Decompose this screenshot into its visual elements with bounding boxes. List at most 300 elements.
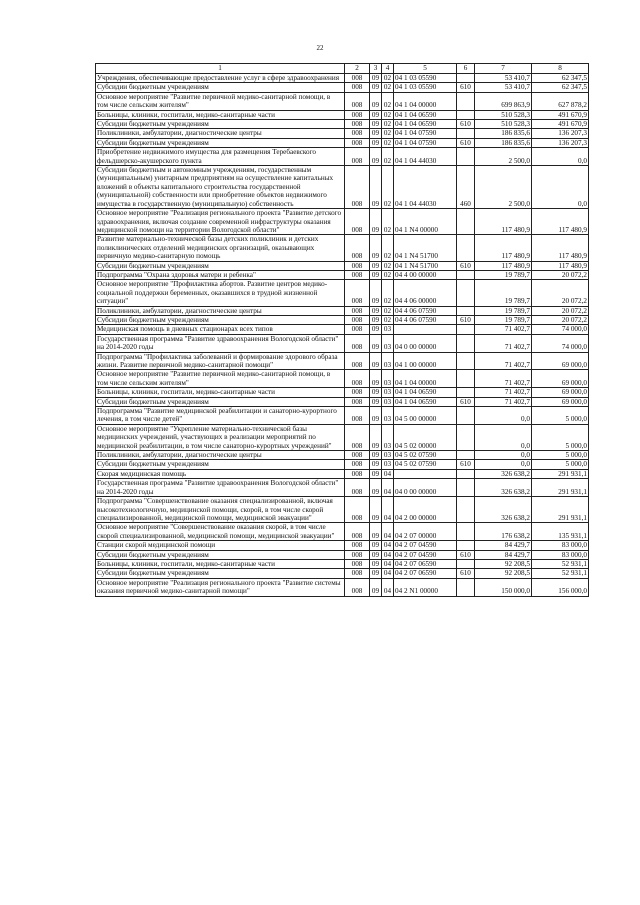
row-amount-2020: 20 072,2 xyxy=(532,280,589,306)
row-subsection: 02 xyxy=(382,129,394,138)
row-name: Поликлиники, амбулатории, диагностические центры xyxy=(96,306,345,315)
row-amount-2020: 74 000,0 xyxy=(532,334,589,352)
column-header-3: 3 xyxy=(370,64,382,74)
row-expense-type: 610 xyxy=(457,83,475,92)
row-amount-2019: 19 789,7 xyxy=(475,270,532,279)
row-target-article: 04 1 00 00000 xyxy=(394,352,457,370)
row-amount-2020: 491 670,9 xyxy=(532,110,589,119)
row-ministry-code: 008 xyxy=(345,129,370,138)
table-row xyxy=(96,110,589,119)
row-target-article: 04 1 04 44030 xyxy=(394,148,457,166)
row-subsection: 04 xyxy=(382,569,394,578)
row-amount-2020: 20 072,2 xyxy=(532,315,589,324)
row-section: 09 xyxy=(370,138,382,147)
table-row xyxy=(96,460,589,469)
row-target-article: 04 1 04 06590 xyxy=(394,110,457,119)
row-ministry-code: 008 xyxy=(345,397,370,406)
table-row xyxy=(96,83,589,92)
row-name: Поликлиники, амбулатории, диагностические центры xyxy=(96,129,345,138)
row-amount-2020: 627 878,2 xyxy=(532,92,589,110)
row-ministry-code: 008 xyxy=(345,451,370,460)
row-ministry-code: 008 xyxy=(345,559,370,568)
row-name: Поликлиники, амбулатории, диагностические центры xyxy=(96,451,345,460)
row-target-article: 04 1 04 06590 xyxy=(394,120,457,129)
table-row xyxy=(96,138,589,147)
row-section: 09 xyxy=(370,397,382,406)
row-target-article xyxy=(394,469,457,478)
row-amount-2019: 510 528,3 xyxy=(475,110,532,119)
column-header-1: 1 xyxy=(96,64,345,74)
row-section: 09 xyxy=(370,83,382,92)
row-amount-2019: 2 500,0 xyxy=(475,148,532,166)
row-subsection: 02 xyxy=(382,306,394,315)
row-ministry-code: 008 xyxy=(345,235,370,261)
row-subsection: 03 xyxy=(382,397,394,406)
row-subsection: 02 xyxy=(382,148,394,166)
row-amount-2020: 156 000,0 xyxy=(532,578,589,596)
row-expense-type xyxy=(457,334,475,352)
row-name: Основное мероприятие "Совершенствование оказания скорой, в том числе скорой специализированной, медицинской помощи, медицинской эвакуации" xyxy=(96,523,345,541)
row-expense-type xyxy=(457,578,475,596)
row-amount-2019: 0,0 xyxy=(475,460,532,469)
row-target-article: 04 2 N1 00000 xyxy=(394,578,457,596)
row-subsection: 04 xyxy=(382,541,394,550)
row-ministry-code: 008 xyxy=(345,280,370,306)
row-name: Подпрограмма "Профилактика заболеваний и формирование здорового образа жизни. Развитие первичной медико-санитарной помощи" xyxy=(96,352,345,370)
row-amount-2020: 5 000,0 xyxy=(532,424,589,450)
row-target-article: 04 1 04 07590 xyxy=(394,138,457,147)
row-amount-2019: 84 429,7 xyxy=(475,541,532,550)
row-subsection: 03 xyxy=(382,352,394,370)
row-amount-2019: 19 789,7 xyxy=(475,306,532,315)
row-ministry-code: 008 xyxy=(345,460,370,469)
row-target-article: 04 2 00 00000 xyxy=(394,497,457,523)
row-amount-2020: 491 670,9 xyxy=(532,120,589,129)
row-expense-type: 610 xyxy=(457,261,475,270)
row-amount-2020: 52 931,1 xyxy=(532,569,589,578)
row-section: 09 xyxy=(370,334,382,352)
row-name: Субсидии бюджетным учреждениям xyxy=(96,550,345,559)
row-amount-2019: 92 208,5 xyxy=(475,569,532,578)
table-row xyxy=(96,559,589,568)
table-row xyxy=(96,74,589,83)
row-name: Подпрограмма "Охрана здоровья матери и ребенка" xyxy=(96,270,345,279)
row-amount-2019: 186 835,6 xyxy=(475,129,532,138)
table-row xyxy=(96,424,589,450)
row-section: 09 xyxy=(370,569,382,578)
row-name: Медицинская помощь в дневных стационарах всех типов xyxy=(96,325,345,334)
row-expense-type xyxy=(457,148,475,166)
row-expense-type xyxy=(457,479,475,497)
row-ministry-code: 008 xyxy=(345,270,370,279)
row-amount-2019: 53 410,7 xyxy=(475,74,532,83)
row-expense-type: 610 xyxy=(457,138,475,147)
row-expense-type xyxy=(457,209,475,235)
row-target-article: 04 1 04 00000 xyxy=(394,370,457,388)
row-amount-2020: 117 480,9 xyxy=(532,261,589,270)
row-ministry-code: 008 xyxy=(345,388,370,397)
row-name: Государственная программа "Развитие здравоохранения Вологодской области" на 2014-2020 годы xyxy=(96,479,345,497)
row-target-article: 04 1 04 00000 xyxy=(394,92,457,110)
table-row xyxy=(96,92,589,110)
row-amount-2020: 20 072,2 xyxy=(532,306,589,315)
row-expense-type: 460 xyxy=(457,166,475,209)
row-section: 09 xyxy=(370,370,382,388)
row-section: 09 xyxy=(370,497,382,523)
row-ministry-code: 008 xyxy=(345,424,370,450)
row-expense-type xyxy=(457,92,475,110)
column-header-8: 8 xyxy=(532,64,589,74)
budget-table xyxy=(95,63,589,597)
row-subsection: 03 xyxy=(382,334,394,352)
row-section: 09 xyxy=(370,74,382,83)
table-row xyxy=(96,523,589,541)
row-amount-2020: 117 480,9 xyxy=(532,209,589,235)
row-expense-type xyxy=(457,370,475,388)
row-expense-type xyxy=(457,469,475,478)
row-subsection: 04 xyxy=(382,497,394,523)
row-expense-type xyxy=(457,306,475,315)
table-row xyxy=(96,479,589,497)
row-amount-2020: 74 000,0 xyxy=(532,325,589,334)
row-section: 09 xyxy=(370,578,382,596)
row-ministry-code: 008 xyxy=(345,92,370,110)
table-row xyxy=(96,407,589,425)
row-ministry-code: 008 xyxy=(345,479,370,497)
row-ministry-code: 008 xyxy=(345,138,370,147)
table-row xyxy=(96,469,589,478)
row-name: Учреждения, обеспечивающие предоставление услуг в сфере здравоохранения xyxy=(96,74,345,83)
row-section: 09 xyxy=(370,424,382,450)
row-name: Скорая медицинская помощь xyxy=(96,469,345,478)
row-subsection: 02 xyxy=(382,261,394,270)
row-subsection: 02 xyxy=(382,120,394,129)
row-name: Субсидии бюджетным учреждениям xyxy=(96,83,345,92)
row-amount-2019: 53 410,7 xyxy=(475,83,532,92)
row-expense-type xyxy=(457,388,475,397)
column-header-2: 2 xyxy=(345,64,370,74)
row-name: Больницы, клиники, госпитали, медико-санитарные части xyxy=(96,110,345,119)
row-expense-type: 610 xyxy=(457,460,475,469)
row-target-article: 04 1 04 06590 xyxy=(394,397,457,406)
row-amount-2019: 176 638,2 xyxy=(475,523,532,541)
row-amount-2019: 71 402,7 xyxy=(475,325,532,334)
table-row xyxy=(96,451,589,460)
row-ministry-code: 008 xyxy=(345,306,370,315)
column-header-5: 5 xyxy=(394,64,457,74)
row-subsection: 02 xyxy=(382,315,394,324)
row-amount-2019: 117 480,9 xyxy=(475,209,532,235)
row-amount-2020: 62 347,5 xyxy=(532,83,589,92)
row-target-article: 04 0 00 00000 xyxy=(394,334,457,352)
row-ministry-code: 008 xyxy=(345,120,370,129)
row-section: 09 xyxy=(370,523,382,541)
row-section: 09 xyxy=(370,451,382,460)
row-amount-2020: 83 000,0 xyxy=(532,550,589,559)
row-subsection: 04 xyxy=(382,469,394,478)
row-ministry-code: 008 xyxy=(345,407,370,425)
row-target-article: 04 5 02 00000 xyxy=(394,424,457,450)
row-amount-2020: 136 207,3 xyxy=(532,138,589,147)
table-row xyxy=(96,578,589,596)
row-name: Субсидии бюджетным учреждениям xyxy=(96,397,345,406)
row-section: 09 xyxy=(370,388,382,397)
row-expense-type xyxy=(457,129,475,138)
row-amount-2020: 52 931,1 xyxy=(532,559,589,568)
row-amount-2019: 19 789,7 xyxy=(475,315,532,324)
row-name: Больницы, клиники, госпитали, медико-санитарные части xyxy=(96,559,345,568)
table-row xyxy=(96,148,589,166)
row-amount-2019: 0,0 xyxy=(475,451,532,460)
row-amount-2019: 0,0 xyxy=(475,424,532,450)
table-row xyxy=(96,235,589,261)
row-amount-2019: 71 402,7 xyxy=(475,370,532,388)
row-target-article: 04 5 00 00000 xyxy=(394,407,457,425)
table-row xyxy=(96,120,589,129)
row-subsection: 03 xyxy=(382,460,394,469)
row-target-article: 04 1 04 06590 xyxy=(394,388,457,397)
row-name: Субсидии бюджетным и автономным учреждениям, государственным (муниципальным) унитарным предприятиям на осуществление капитальных вложений в объекты капитального строительства государственной (муниципальной) собственности или приобретение объектов недвижимого имущества в государственную (муниципальную) собственность xyxy=(96,166,345,209)
row-expense-type: 610 xyxy=(457,120,475,129)
table-row xyxy=(96,166,589,209)
row-section: 09 xyxy=(370,92,382,110)
row-subsection: 03 xyxy=(382,370,394,388)
table-row xyxy=(96,209,589,235)
row-amount-2020: 135 931,1 xyxy=(532,523,589,541)
row-name: Субсидии бюджетным учреждениям xyxy=(96,569,345,578)
row-target-article: 04 4 00 00000 xyxy=(394,270,457,279)
row-subsection: 02 xyxy=(382,83,394,92)
row-target-article: 04 1 03 05590 xyxy=(394,74,457,83)
row-ministry-code: 008 xyxy=(345,325,370,334)
row-target-article xyxy=(394,325,457,334)
row-expense-type xyxy=(457,270,475,279)
row-amount-2019: 117 480,9 xyxy=(475,261,532,270)
row-section: 09 xyxy=(370,306,382,315)
row-section: 09 xyxy=(370,541,382,550)
row-target-article: 04 4 06 00000 xyxy=(394,280,457,306)
table-row xyxy=(96,397,589,406)
row-amount-2020: 20 072,2 xyxy=(532,270,589,279)
row-amount-2019: 84 429,7 xyxy=(475,550,532,559)
table-row xyxy=(96,569,589,578)
row-name: Основное мероприятие "Развитие первичной медико-санитарной помощи, в том числе сельским жителям" xyxy=(96,370,345,388)
row-target-article: 04 2 07 06590 xyxy=(394,569,457,578)
row-amount-2019: 19 789,7 xyxy=(475,280,532,306)
row-expense-type: 610 xyxy=(457,397,475,406)
row-section: 09 xyxy=(370,261,382,270)
row-ministry-code: 008 xyxy=(345,83,370,92)
row-amount-2020: 117 480,9 xyxy=(532,235,589,261)
row-section: 09 xyxy=(370,559,382,568)
table-row xyxy=(96,388,589,397)
row-amount-2019: 71 402,7 xyxy=(475,388,532,397)
row-ministry-code: 008 xyxy=(345,497,370,523)
row-ministry-code: 008 xyxy=(345,110,370,119)
row-target-article: 04 1 N4 00000 xyxy=(394,209,457,235)
row-subsection: 02 xyxy=(382,280,394,306)
row-expense-type: 610 xyxy=(457,550,475,559)
row-subsection: 04 xyxy=(382,578,394,596)
table-row xyxy=(96,129,589,138)
row-ministry-code: 008 xyxy=(345,523,370,541)
column-header-4: 4 xyxy=(382,64,394,74)
page-number: 22 xyxy=(316,44,324,52)
row-target-article: 04 1 03 05590 xyxy=(394,83,457,92)
row-ministry-code: 008 xyxy=(345,315,370,324)
row-amount-2019: 71 402,7 xyxy=(475,334,532,352)
table-row xyxy=(96,306,589,315)
row-amount-2020: 62 347,5 xyxy=(532,74,589,83)
row-amount-2019: 150 000,0 xyxy=(475,578,532,596)
table-row xyxy=(96,497,589,523)
row-amount-2019: 71 402,7 xyxy=(475,397,532,406)
row-amount-2020: 291 931,1 xyxy=(532,497,589,523)
row-name: Приобретение недвижимого имущества для размещения Теребаевского фельдшерско-акушерского пункта xyxy=(96,148,345,166)
row-ministry-code: 008 xyxy=(345,550,370,559)
row-name: Основное мероприятие "Укрепление материально-технической базы медицинских учреждений, участвующих в реализации мероприятий по медицинской реабилитации, в том числе санаторно-курортных учреждений" xyxy=(96,424,345,450)
row-name: Больницы, клиники, госпитали, медико-санитарные части xyxy=(96,388,345,397)
row-subsection: 02 xyxy=(382,270,394,279)
row-name: Субсидии бюджетным учреждениям xyxy=(96,138,345,147)
row-amount-2019: 117 480,9 xyxy=(475,235,532,261)
row-section: 09 xyxy=(370,325,382,334)
row-subsection: 03 xyxy=(382,407,394,425)
row-target-article: 04 2 07 06590 xyxy=(394,559,457,568)
row-expense-type xyxy=(457,352,475,370)
table-row xyxy=(96,325,589,334)
row-amount-2019: 92 208,5 xyxy=(475,559,532,568)
row-name: Основное мероприятие "Реализация регионального проекта "Развитие системы оказания первичной медико-санитарной помощи" xyxy=(96,578,345,596)
row-expense-type xyxy=(457,110,475,119)
row-subsection: 02 xyxy=(382,166,394,209)
row-section: 09 xyxy=(370,129,382,138)
row-expense-type: 610 xyxy=(457,315,475,324)
row-amount-2020: 83 000,0 xyxy=(532,541,589,550)
row-name: Субсидии бюджетным учреждениям xyxy=(96,315,345,324)
row-ministry-code: 008 xyxy=(345,541,370,550)
row-section: 09 xyxy=(370,550,382,559)
row-expense-type xyxy=(457,235,475,261)
row-amount-2019: 326 638,2 xyxy=(475,469,532,478)
row-amount-2019: 510 528,3 xyxy=(475,120,532,129)
row-expense-type xyxy=(457,325,475,334)
row-section: 09 xyxy=(370,469,382,478)
table-row xyxy=(96,261,589,270)
row-expense-type xyxy=(457,280,475,306)
row-ministry-code: 008 xyxy=(345,74,370,83)
row-amount-2019: 0,0 xyxy=(475,407,532,425)
row-name: Основное мероприятие "Профилактика абортов. Развитие центров медико-социальной поддержки беременных, оказавшихся в трудной жизненной ситуации" xyxy=(96,280,345,306)
table-row xyxy=(96,270,589,279)
table-row xyxy=(96,370,589,388)
row-section: 09 xyxy=(370,479,382,497)
row-ministry-code: 008 xyxy=(345,352,370,370)
row-amount-2020: 291 931,1 xyxy=(532,469,589,478)
row-amount-2020: 69 000,0 xyxy=(532,388,589,397)
row-expense-type xyxy=(457,523,475,541)
row-target-article: 04 4 06 07590 xyxy=(394,315,457,324)
row-expense-type xyxy=(457,541,475,550)
table-row xyxy=(96,550,589,559)
row-expense-type xyxy=(457,74,475,83)
row-target-article: 04 5 02 07590 xyxy=(394,451,457,460)
row-target-article: 04 1 04 44030 xyxy=(394,166,457,209)
row-section: 09 xyxy=(370,110,382,119)
row-expense-type xyxy=(457,424,475,450)
row-subsection: 03 xyxy=(382,325,394,334)
row-expense-type xyxy=(457,407,475,425)
row-amount-2019: 2 500,0 xyxy=(475,166,532,209)
row-subsection: 02 xyxy=(382,209,394,235)
row-name: Основное мероприятие "Развитие первичной медико-санитарной помощи, в том числе сельским жителям" xyxy=(96,92,345,110)
row-name: Развитие материально-технической базы детских поликлиник и детских поликлинических отделений медицинских организаций, оказывающих первичную медико-санитарную помощь xyxy=(96,235,345,261)
row-amount-2020: 69 000,0 xyxy=(532,397,589,406)
row-subsection: 03 xyxy=(382,424,394,450)
row-name: Подпрограмма "Совершенствование оказания специализированной, включая высокотехнологичную, медицинской помощи, скорой, в том числе скорой специализированной, медицинской помощи, медицинской эвакуации" xyxy=(96,497,345,523)
row-target-article: 04 1 N4 51700 xyxy=(394,261,457,270)
row-amount-2020: 69 000,0 xyxy=(532,370,589,388)
row-section: 09 xyxy=(370,209,382,235)
row-expense-type: 610 xyxy=(457,569,475,578)
row-amount-2020: 291 931,1 xyxy=(532,479,589,497)
row-subsection: 04 xyxy=(382,550,394,559)
row-name: Государственная программа "Развитие здравоохранения Вологодской области" на 2014-2020 годы xyxy=(96,334,345,352)
row-amount-2020: 0,0 xyxy=(532,148,589,166)
row-subsection: 02 xyxy=(382,235,394,261)
row-target-article: 04 1 N4 51700 xyxy=(394,235,457,261)
row-target-article: 04 2 07 04590 xyxy=(394,550,457,559)
row-target-article: 04 2 07 00000 xyxy=(394,523,457,541)
row-target-article: 04 0 00 00000 xyxy=(394,479,457,497)
row-subsection: 03 xyxy=(382,388,394,397)
row-name: Станции скорой медицинской помощи xyxy=(96,541,345,550)
column-header-7: 7 xyxy=(475,64,532,74)
table-header-row xyxy=(96,64,589,74)
row-amount-2019: 326 638,2 xyxy=(475,497,532,523)
row-ministry-code: 008 xyxy=(345,209,370,235)
row-amount-2020: 0,0 xyxy=(532,166,589,209)
row-target-article: 04 4 06 07590 xyxy=(394,306,457,315)
row-ministry-code: 008 xyxy=(345,148,370,166)
row-ministry-code: 008 xyxy=(345,469,370,478)
row-section: 09 xyxy=(370,120,382,129)
table-row xyxy=(96,280,589,306)
row-subsection: 02 xyxy=(382,92,394,110)
row-amount-2019: 71 402,7 xyxy=(475,352,532,370)
row-ministry-code: 008 xyxy=(345,370,370,388)
row-target-article: 04 5 02 07590 xyxy=(394,460,457,469)
row-subsection: 04 xyxy=(382,523,394,541)
row-amount-2020: 136 207,3 xyxy=(532,129,589,138)
table-row xyxy=(96,334,589,352)
row-ministry-code: 008 xyxy=(345,569,370,578)
row-amount-2019: 326 638,2 xyxy=(475,479,532,497)
row-target-article: 04 2 07 04590 xyxy=(394,541,457,550)
row-name: Основное мероприятие "Реализация регионального проекта "Развитие детского здравоохранения, включая создание современной инфраструктуры оказания медицинской помощи на территории Вологодской области" xyxy=(96,209,345,235)
row-section: 09 xyxy=(370,460,382,469)
row-section: 09 xyxy=(370,407,382,425)
row-section: 09 xyxy=(370,280,382,306)
row-name: Субсидии бюджетным учреждениям xyxy=(96,120,345,129)
row-amount-2020: 5 000,0 xyxy=(532,451,589,460)
row-subsection: 02 xyxy=(382,74,394,83)
row-subsection: 02 xyxy=(382,110,394,119)
row-section: 09 xyxy=(370,352,382,370)
row-section: 09 xyxy=(370,315,382,324)
row-name: Субсидии бюджетным учреждениям xyxy=(96,261,345,270)
row-amount-2019: 186 835,6 xyxy=(475,138,532,147)
